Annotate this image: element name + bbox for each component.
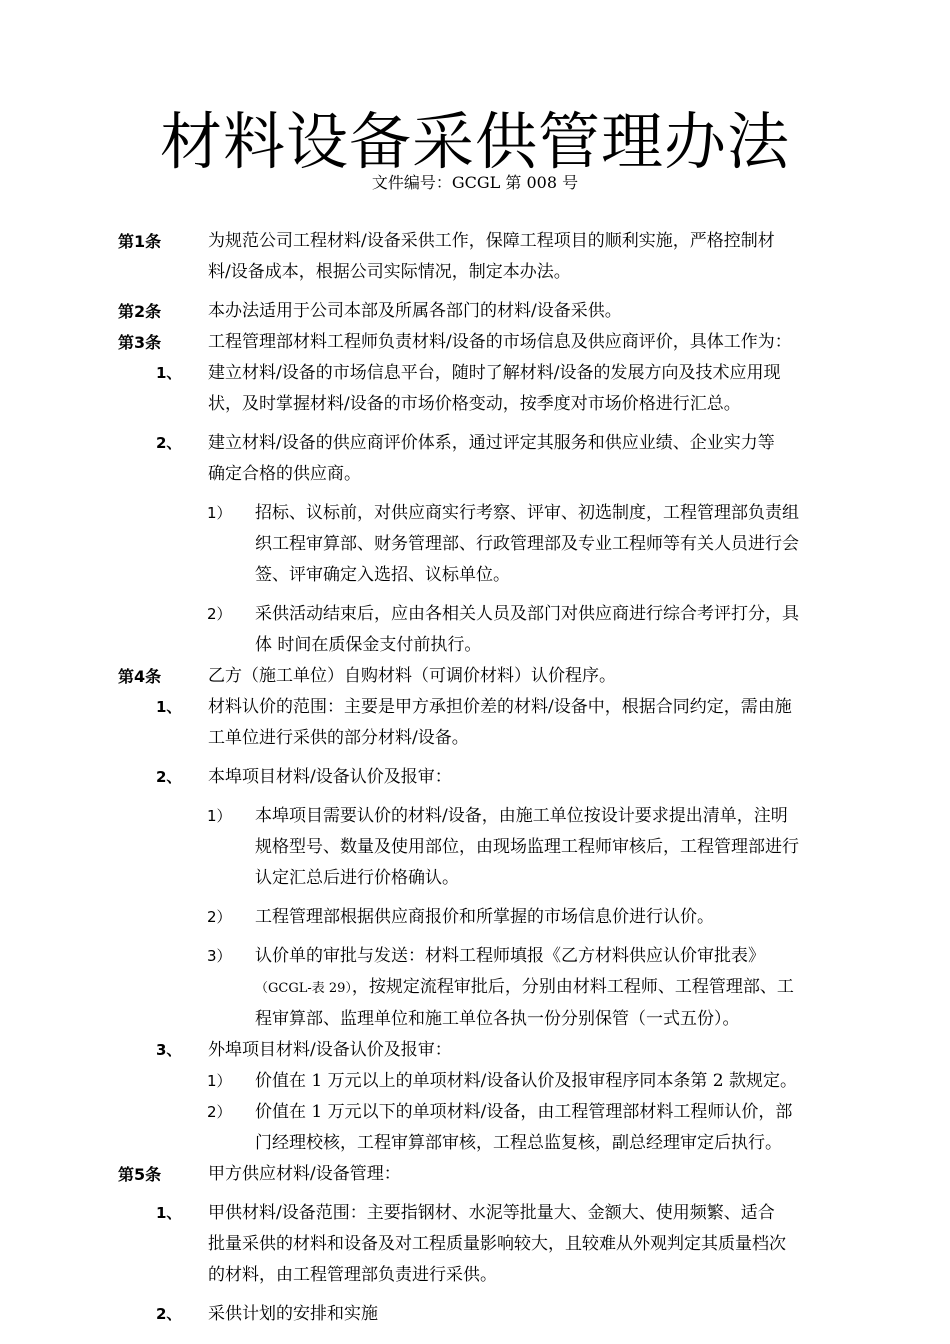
- paragraph-line: 批量采供的材料和设备及对工程质量影响较大，且较难从外观判定其质量档次: [208, 1234, 786, 1254]
- paragraph-line: 程审算部、监理单位和施工单位各执一份分别保管（一式五份）。: [255, 1009, 740, 1029]
- paragraph-line: 甲方供应材料/设备管理：: [208, 1164, 401, 1184]
- paragraph-line: 价值在 1 万元以上的单项材料/设备认价及报审程序同本条第 2 款规定。: [255, 1071, 797, 1091]
- paragraph-line: 价值在 1 万元以下的单项材料/设备，由工程管理部材料工程师认价，部: [255, 1102, 793, 1122]
- document-number: 文件编号：GCGL 第 008 号: [371, 173, 579, 192]
- paragraph-line: 认定汇总后进行价格确认。: [255, 868, 459, 888]
- clause-label: 3、: [156, 1041, 182, 1059]
- clause-label: 1、: [156, 698, 182, 716]
- paragraph-line: 本办法适用于公司本部及所属各部门的材料/设备采供。: [208, 301, 622, 321]
- item-3-2-2: [0, 599, 950, 661]
- paragraph-line: 确定合格的供应商。: [208, 464, 361, 484]
- article-label: 第2条: [118, 302, 162, 321]
- paragraph-line: 招标、议标前，对供应商实行考察、评审、初选制度，工程管理部负责组: [255, 503, 799, 523]
- paragraph-line: 材料认价的范围：主要是甲方承担价差的材料/设备中，根据合同约定，需由施: [208, 697, 792, 717]
- clause-label: 2、: [156, 1305, 182, 1323]
- paragraph-line: 状，及时掌握材料/设备的市场价格变动，按季度对市场价格进行汇总。: [208, 394, 741, 414]
- item-4-2-2: [0, 902, 950, 933]
- paragraph-line: 签、评审确定入选招、议标单位。: [255, 565, 510, 585]
- item-label: 2）: [207, 1103, 232, 1121]
- paragraph-line: 料/设备成本，根据公司实际情况，制定本办法。: [208, 262, 571, 282]
- clause-4-1: [0, 692, 950, 754]
- document-body: [0, 226, 950, 1330]
- paragraph-line: [255, 972, 950, 1004]
- clause-5-1: [0, 1198, 950, 1291]
- article-4: [0, 661, 950, 692]
- clause-5-2: [0, 1299, 950, 1330]
- item-label: 3）: [207, 947, 232, 965]
- article-label: 第5条: [118, 1165, 162, 1184]
- paragraph-line: 本埠项目材料/设备认价及报审：: [208, 767, 452, 787]
- clause-label: 1、: [156, 364, 182, 382]
- clause-3-2: [0, 428, 950, 490]
- item-4-2-1: [0, 801, 950, 894]
- item-4-2-3: [0, 941, 950, 1035]
- paragraph-line: 工程管理部材料工程师负责材料/设备的市场信息及供应商评价，具体工作为：: [208, 332, 792, 352]
- paragraph-line: 为规范公司工程材料/设备采供工作，保障工程项目的顺利实施，严格控制材: [208, 231, 775, 251]
- article-3: [0, 327, 950, 358]
- item-label: 2）: [207, 908, 232, 926]
- line-text: ，按规定流程审批后，分别由材料工程师、工程管理部、工: [351, 977, 794, 997]
- item-label: 2）: [207, 605, 232, 623]
- paragraph-line: 采供活动结束后，应由各相关人员及部门对供应商进行综合考评打分，具: [255, 604, 799, 624]
- item-label: 1）: [207, 504, 232, 522]
- paragraph-line: 的材料，由工程管理部负责进行采供。: [208, 1265, 497, 1285]
- paragraph-line: 乙方（施工单位）自购材料（可调价材料）认价程序。: [208, 666, 616, 686]
- paragraph-line: 织工程审算部、财务管理部、行政管理部及专业工程师等有关人员进行会: [255, 534, 799, 554]
- clause-label: 2、: [156, 768, 182, 786]
- document-title: 材料设备采供管理办法: [159, 105, 790, 178]
- paragraph-line: 采供计划的安排和实施: [208, 1304, 378, 1324]
- item-label: 1）: [207, 1072, 232, 1090]
- paragraph-line: 本埠项目需要认价的材料/设备，由施工单位按设计要求提出清单，注明: [255, 806, 788, 826]
- form-reference: （GCGL-表 29）: [255, 981, 352, 996]
- clause-4-2: [0, 762, 950, 793]
- clause-4-3: [0, 1035, 950, 1066]
- article-label: 第1条: [118, 232, 162, 251]
- article-1: [0, 226, 950, 288]
- item-4-3-1: [0, 1066, 950, 1097]
- clause-label: 1、: [156, 1204, 182, 1222]
- article-2: [0, 296, 950, 327]
- paragraph-line: 工单位进行采供的部分材料/设备。: [208, 728, 469, 748]
- clause-3-1: [0, 358, 950, 420]
- paragraph-line: 认价单的审批与发送：材料工程师填报《乙方材料供应认价审批表》: [255, 946, 765, 966]
- paragraph-line: 甲供材料/设备范围：主要指钢材、水泥等批量大、金额大、使用频繁、适合: [208, 1203, 775, 1223]
- paragraph-line: 规格型号、数量及使用部位，由现场监理工程师审核后，工程管理部进行: [255, 837, 799, 857]
- paragraph-line: 门经理校核，工程审算部审核，工程总监复核，副总经理审定后执行。: [255, 1133, 782, 1153]
- paragraph-line: 工程管理部根据供应商报价和所掌握的市场信息价进行认价。: [255, 907, 714, 927]
- article-label: 第3条: [118, 333, 162, 352]
- article-5: [0, 1159, 950, 1190]
- item-3-2-1: [0, 498, 950, 591]
- paragraph-line: 外埠项目材料/设备认价及报审：: [208, 1040, 452, 1060]
- item-4-3-2: [0, 1097, 950, 1159]
- item-label: 1）: [207, 807, 232, 825]
- paragraph-line: 建立材料/设备的市场信息平台，随时了解材料/设备的发展方向及技术应用现: [208, 363, 781, 383]
- paragraph-line: 建立材料/设备的供应商评价体系，通过评定其服务和供应业绩、企业实力等: [208, 433, 775, 453]
- clause-label: 2、: [156, 434, 182, 452]
- article-label: 第4条: [118, 667, 162, 686]
- paragraph-line: 体 时间在质保金支付前执行。: [255, 635, 482, 655]
